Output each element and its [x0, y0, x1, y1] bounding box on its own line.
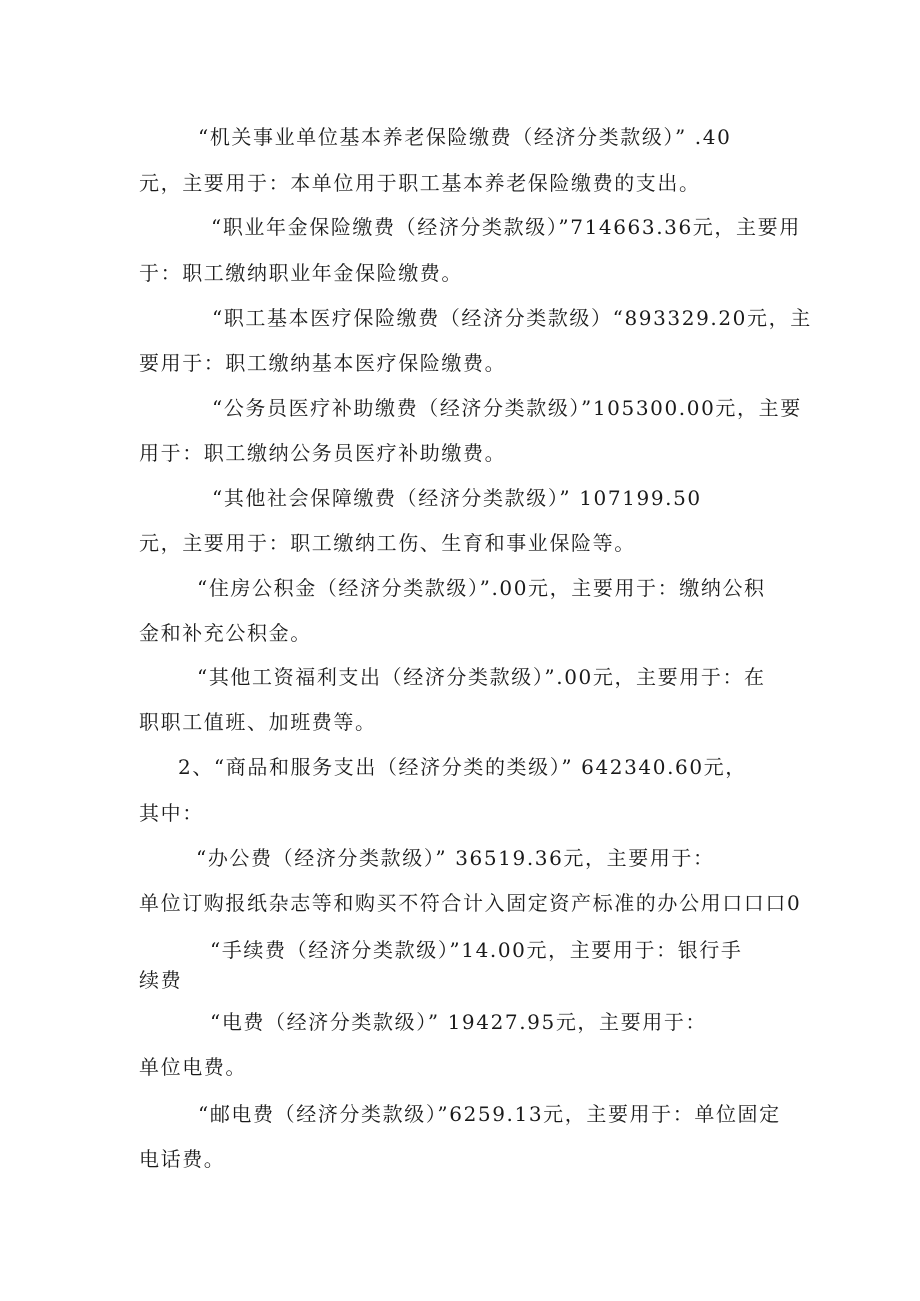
text-line: “邮电费（经济分类款级）”6259.13元，主要用于：单位固定 — [198, 1102, 781, 1126]
text-line: 其中： — [139, 801, 204, 825]
text-line: “其他工资福利支出（经济分类款级）”.00元，主要用于：在 — [197, 665, 766, 689]
text-line: 金和补充公积金。 — [139, 621, 312, 645]
text-line: “机关事业单位基本养老保险缴费（经济分类款级）” .40 — [198, 125, 732, 149]
text-line: “电费（经济分类款级）” 19427.95元，主要用于： — [210, 1010, 708, 1034]
text-line: “职工基本医疗保险缴费（经济分类款级）“893329.20元，主 — [212, 306, 812, 330]
text-line: “职业年金保险缴费（经济分类款级）”714663.36元，主要用 — [211, 215, 801, 239]
text-line: 用于：职工缴纳公务员医疗补助缴费。 — [139, 441, 507, 465]
text-line: 单位订购报纸杂志等和购买不符合计入固定资产标准的办公用口口口0 — [139, 891, 802, 915]
text-line: 单位电费。 — [139, 1055, 247, 1079]
text-line: 2、“商品和服务支出（经济分类的类级）” 642340.60元， — [178, 755, 747, 779]
text-line: 元，主要用于：职工缴纳工伤、生育和事业保险等。 — [139, 531, 636, 555]
text-line: 元，主要用于：本单位用于职工基本养老保险缴费的支出。 — [139, 171, 701, 195]
text-line: 于：职工缴纳职业年金保险缴费。 — [139, 261, 463, 285]
text-line: 续费 — [139, 968, 183, 992]
text-line: 职职工值班、加班费等。 — [139, 710, 377, 734]
text-line: 电话费。 — [139, 1147, 226, 1171]
text-line: “手续费（经济分类款级）”14.00元，主要用于：银行手 — [210, 938, 743, 962]
text-line: “公务员医疗补助缴费（经济分类款级）”105300.00元，主要 — [212, 396, 802, 420]
text-line: “其他社会保障缴费（经济分类款级）” 107199.50 — [212, 486, 702, 510]
text-line: “住房公积金（经济分类款级）”.00元，主要用于：缴纳公积 — [197, 576, 766, 600]
text-line: “办公费（经济分类款级）” 36519.36元，主要用于： — [196, 846, 715, 870]
text-line: 要用于：职工缴纳基本医疗保险缴费。 — [139, 351, 507, 375]
